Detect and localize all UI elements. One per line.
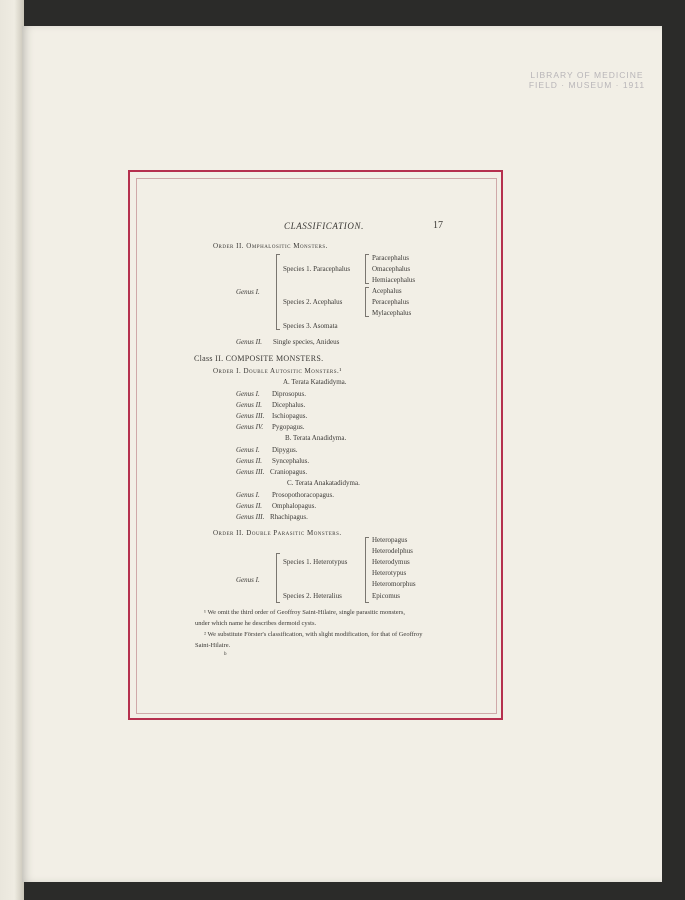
genus-label: Genus II. xyxy=(236,457,263,465)
species-brace xyxy=(365,287,366,317)
genus-name: Pygopagus. xyxy=(272,423,305,431)
page-number: 17 xyxy=(433,220,443,231)
species-brace xyxy=(365,537,366,603)
genus-name: Dipygus. xyxy=(272,446,298,454)
facing-page-edge xyxy=(0,0,24,900)
class-heading: Class II. COMPOSITE MONSTERS. xyxy=(194,354,324,363)
genus-label: Genus I. xyxy=(236,390,260,398)
variety-item: Peracephalus xyxy=(372,298,409,306)
genus-name: Prosopothoracopagus. xyxy=(272,491,335,499)
genus-name: Rhachipagus. xyxy=(270,513,308,521)
stamp-line-2: FIELD · MUSEUM · 1911 xyxy=(528,80,646,90)
genus-label: Genus III. xyxy=(236,468,265,476)
genus-label: Genus II. xyxy=(236,502,263,510)
species-label: Species 3. Asomata xyxy=(283,322,338,330)
variety-item: Paracephalus xyxy=(372,254,409,262)
running-title: CLASSIFICATION. xyxy=(284,221,364,231)
terata-subheading: A. Terata Katadidyma. xyxy=(283,378,347,386)
species-brace xyxy=(365,254,366,284)
genus-name: Syncephalus. xyxy=(272,457,310,465)
variety-item: Omacephalus xyxy=(372,265,411,273)
genus-label: Genus III. xyxy=(236,412,265,420)
variety-item: Heterotypus xyxy=(372,569,407,577)
genus-label: Genus III. xyxy=(236,513,265,521)
stamp-line-1: LIBRARY OF MEDICINE xyxy=(530,70,644,80)
footnote-1-line-1: ¹ We omit the third order of Geoffroy Saint-Hilaire, single parasitic monsters, xyxy=(204,609,406,616)
variety-item: Acephalus xyxy=(372,287,402,295)
genus-name: Diprosopus. xyxy=(272,390,307,398)
terata-subheading: C. Terata Anakatadidyma. xyxy=(287,479,360,487)
genus-label: Genus I. xyxy=(236,288,260,296)
terata-subheading: B. Terata Anadidyma. xyxy=(285,434,347,442)
genus-label: Genus I. xyxy=(236,491,260,499)
variety-item: Heterodelphus xyxy=(372,547,413,555)
library-stamp xyxy=(527,70,647,90)
genus-label: Genus IV. xyxy=(236,423,264,431)
genus-description: Single species, Anideus xyxy=(273,338,340,346)
order-autositic-heading: Order I. Double Autositic Monsters.¹ xyxy=(213,367,342,375)
species-label: Species 2. Heteralius xyxy=(283,592,342,600)
genus-name: Omphalopagus. xyxy=(272,502,317,510)
variety-item: Hemiacephalus xyxy=(372,276,416,284)
genus-name: Ischiopagus. xyxy=(272,412,308,420)
genus-label: Genus II. xyxy=(236,401,263,409)
genus-label: Genus II. xyxy=(236,338,263,346)
footnote-2-line-1: ² We substitute Förster's classification, with slight modification, for that of Geoffroy xyxy=(204,631,423,638)
genus-brace xyxy=(276,254,277,330)
species-label: Species 2. Acephalus xyxy=(283,298,343,306)
variety-item: Epicomus xyxy=(372,592,400,600)
species-label: Species 1. Paracephalus xyxy=(283,265,351,273)
genus-brace xyxy=(276,553,277,603)
order-omphalositic-heading: Order II. Omphalositic Monsters. xyxy=(213,242,328,250)
genus-name: Dicephalus. xyxy=(272,401,306,409)
species-label: Species 1. Heterotypus xyxy=(283,558,348,566)
variety-item: Heterodymus xyxy=(372,558,410,566)
genus-label: Genus I. xyxy=(236,446,260,454)
signature-mark: b xyxy=(224,652,227,657)
order-parasitic-heading: Order II. Double Parasitic Monsters. xyxy=(213,529,342,537)
footnote-1-line-2: under which name he describes dermoid cysts. xyxy=(195,620,317,627)
variety-item: Heteromorphus xyxy=(372,580,416,588)
footnote-2-line-2: Saint-Hilaire. xyxy=(195,642,231,649)
variety-item: Mylacephalus xyxy=(372,309,412,317)
variety-item: Heteropagus xyxy=(372,536,408,544)
genus-label: Genus I. xyxy=(236,576,260,584)
genus-name: Craniopagus. xyxy=(270,468,308,476)
